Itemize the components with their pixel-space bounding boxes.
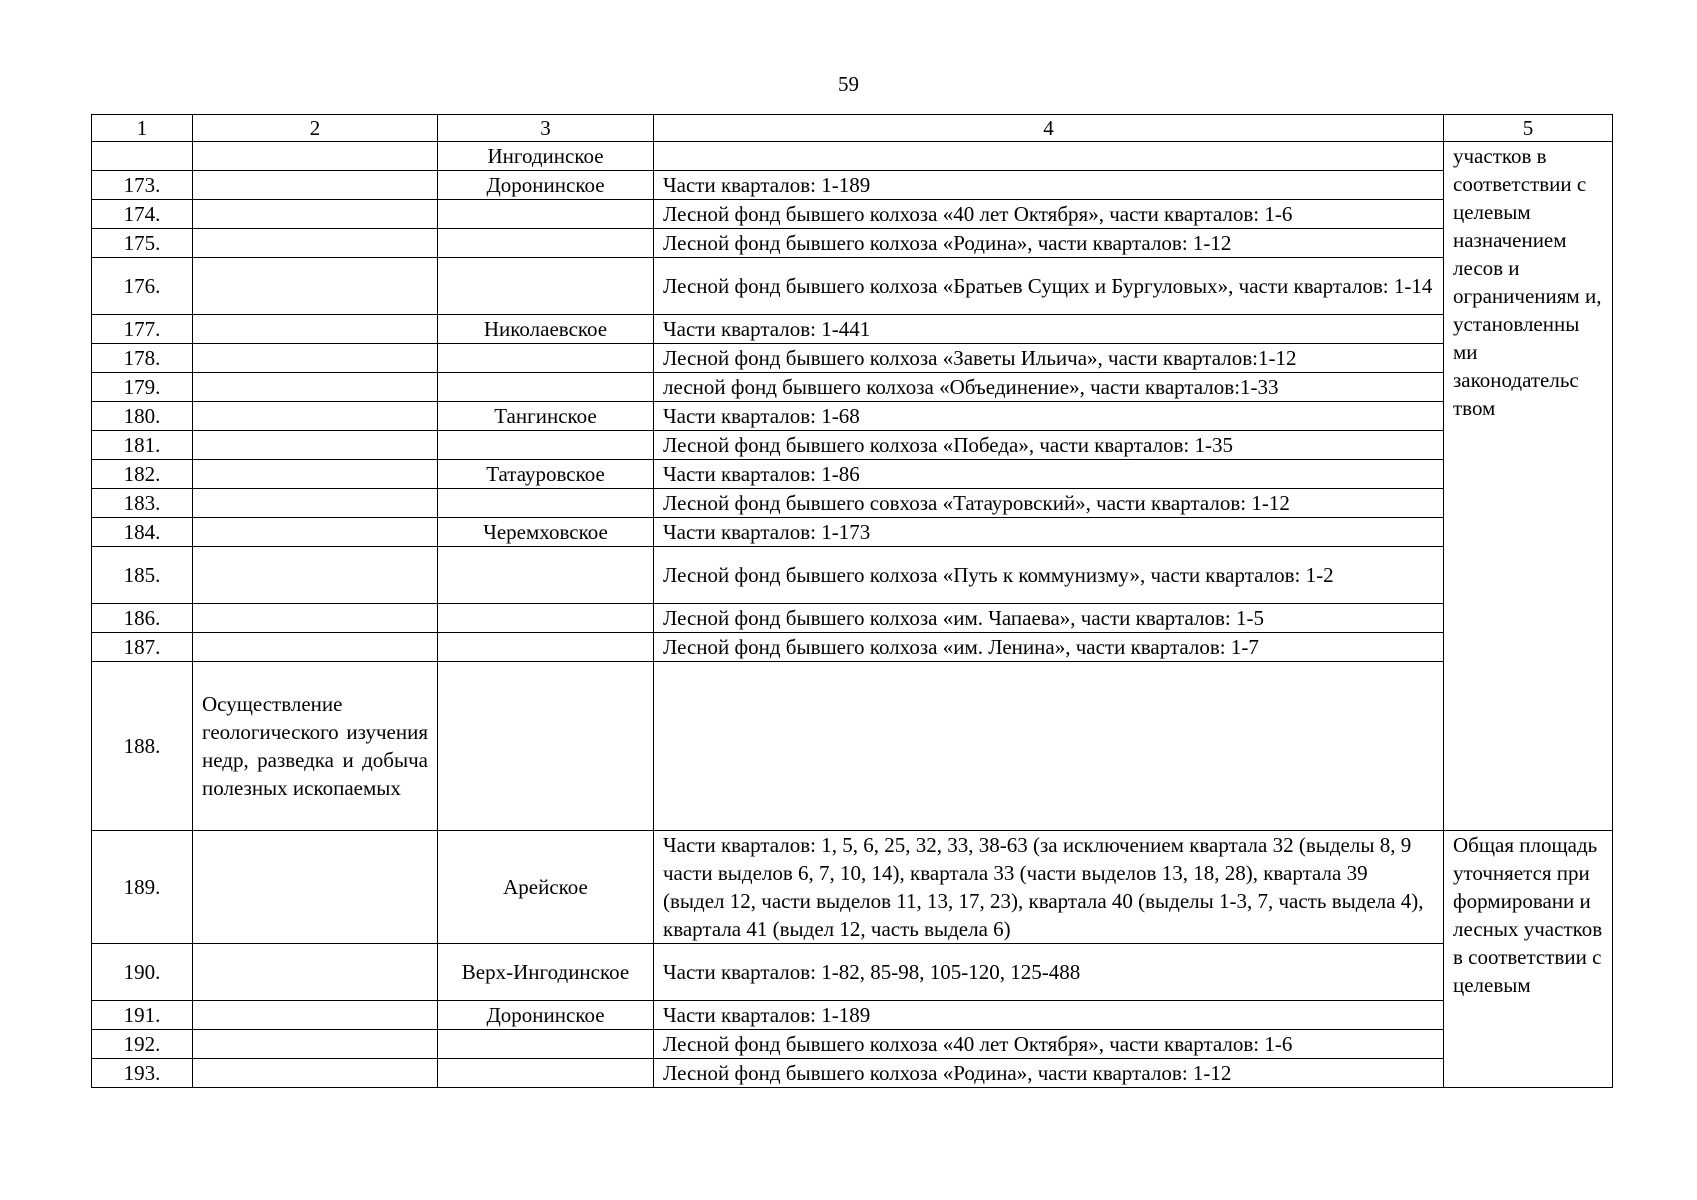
quarters-list [654,662,1444,831]
activity-type [193,402,438,431]
activity-type [193,1059,438,1088]
forestry-district [438,258,654,315]
row-number: 175. [92,229,193,258]
row-number: 182. [92,460,193,489]
quarters-list: Части кварталов: 1-68 [654,402,1444,431]
activity-type: Осуществление геологического изучения недр, разведка и добыча полезных ископаемых [193,662,438,831]
table-row [92,171,1613,200]
quarters-list: Части кварталов: 1-189 [654,171,1444,200]
row-number: 178. [92,344,193,373]
table-row [92,1001,1613,1030]
table-row [92,460,1613,489]
header-col-3: 3 [438,115,654,142]
quarters-list: Лесной фонд бывшего колхоза «Путь к коммунизму», части кварталов: 1-2 [654,547,1444,604]
forestry-district [438,1030,654,1059]
table-row [92,604,1613,633]
quarters-list: Лесной фонд бывшего колхоза «Родина», части кварталов: 1-12 [654,229,1444,258]
forestry-district: Арейское [438,831,654,944]
row-number: 188. [92,662,193,831]
table-row [92,258,1613,315]
activity-type [193,258,438,315]
activity-type [193,229,438,258]
forestry-district [438,431,654,460]
forestry-district [438,1059,654,1088]
table-row [92,402,1613,431]
forestry-district [438,344,654,373]
activity-type [193,344,438,373]
quarters-list: Части кварталов: 1-173 [654,518,1444,547]
table-row [92,518,1613,547]
table-row [92,200,1613,229]
forestry-district [438,200,654,229]
table-row [92,831,1613,944]
activity-type [193,1001,438,1030]
quarters-list: Части кварталов: 1-86 [654,460,1444,489]
row-number: 191. [92,1001,193,1030]
quarters-list [654,142,1444,171]
quarters-list: Части кварталов: 1-189 [654,1001,1444,1030]
quarters-list: Лесной фонд бывшего колхоза «Братьев Сущих и Бургуловых», части кварталов: 1-14 [654,258,1444,315]
table-row [92,1059,1613,1088]
forestry-district [438,604,654,633]
row-number: 174. [92,200,193,229]
quarters-list: Лесной фонд бывшего колхоза «40 лет Октября», части кварталов: 1-6 [654,200,1444,229]
activity-type [193,831,438,944]
page-number: 59 [838,72,859,96]
quarters-list: Части кварталов: 1-82, 85-98, 105-120, 125-488 [654,944,1444,1001]
row-number: 183. [92,489,193,518]
table-row [92,229,1613,258]
row-number: 179. [92,373,193,402]
area-note: участков в соответствии с целевым назначением лесов и ограничениям и, установленны ми законодательс твом [1444,142,1613,831]
table-row [92,662,1613,831]
quarters-list: Лесной фонд бывшего колхоза «им. Чапаева», части кварталов: 1-5 [654,604,1444,633]
row-number: 177. [92,315,193,344]
quarters-list: Части кварталов: 1, 5, 6, 25, 32, 33, 38-63 (за исключением квартала 32 (выделы 8, 9 части выделов 6, 7, 10, 14), квартала 33 (части выделов 13, 18, 28), квартала 39 (выдел 12, части выделов 11, 13, 17, 23), квартала 40 (выделы 1-3, 7, часть выдела 4), квартала 41 (выдел 12, часть выдела 6) [654,831,1444,944]
activity-type [193,460,438,489]
quarters-list: Лесной фонд бывшего колхоза «40 лет Октября», части кварталов: 1-6 [654,1030,1444,1059]
quarters-list: Лесной фонд бывшего колхоза «Родина», части кварталов: 1-12 [654,1059,1444,1088]
row-number: 180. [92,402,193,431]
forestry-district [438,547,654,604]
row-number: 181. [92,431,193,460]
quarters-list: Лесной фонд бывшего колхоза «Победа», части кварталов: 1-35 [654,431,1444,460]
forestry-district: Черемховское [438,518,654,547]
activity-type [193,633,438,662]
table-row [92,633,1613,662]
forestry-district: Доронинское [438,1001,654,1030]
activity-type [193,431,438,460]
header-col-4: 4 [654,115,1444,142]
table-row [92,315,1613,344]
activity-type [193,373,438,402]
header-col-2: 2 [193,115,438,142]
activity-type [193,489,438,518]
table-row [92,547,1613,604]
table-row [92,1030,1613,1059]
forestry-district [438,633,654,662]
row-number [92,142,193,171]
table-row [92,489,1613,518]
quarters-list: Лесной фонд бывшего колхоза «им. Ленина», части кварталов: 1-7 [654,633,1444,662]
forestry-district: Ингодинское [438,142,654,171]
row-number: 173. [92,171,193,200]
row-number: 190. [92,944,193,1001]
row-number: 193. [92,1059,193,1088]
row-number: 186. [92,604,193,633]
table-row [92,142,1613,171]
row-number: 184. [92,518,193,547]
quarters-list: Лесной фонд бывшего совхоза «Татауровский», части кварталов: 1-12 [654,489,1444,518]
row-number: 187. [92,633,193,662]
forest-use-table [91,114,1613,1088]
activity-type [193,171,438,200]
quarters-list: Лесной фонд бывшего колхоза «Заветы Ильича», части кварталов:1-12 [654,344,1444,373]
forestry-district [438,662,654,831]
activity-type [193,944,438,1001]
header-col-1: 1 [92,115,193,142]
quarters-list: лесной фонд бывшего колхоза «Объединение», части кварталов:1-33 [654,373,1444,402]
forestry-district [438,489,654,518]
forestry-district [438,229,654,258]
row-number: 185. [92,547,193,604]
forestry-district [438,373,654,402]
row-number: 189. [92,831,193,944]
activity-type [193,547,438,604]
table-row [92,344,1613,373]
activity-type [193,142,438,171]
forestry-district: Тангинское [438,402,654,431]
table-row [92,431,1613,460]
header-col-5: 5 [1444,115,1613,142]
forestry-district: Татауровское [438,460,654,489]
row-number: 192. [92,1030,193,1059]
forestry-district: Верх-Ингодинское [438,944,654,1001]
quarters-list: Части кварталов: 1-441 [654,315,1444,344]
activity-type [193,1030,438,1059]
activity-type [193,604,438,633]
area-note: Общая площадь уточняется при формировани и лесных участков в соответствии с целевым [1444,831,1613,1088]
table-row [92,373,1613,402]
activity-type [193,518,438,547]
forestry-district: Николаевское [438,315,654,344]
table-header-row [92,115,1613,142]
activity-type [193,315,438,344]
row-number: 176. [92,258,193,315]
activity-type [193,200,438,229]
table-row [92,944,1613,1001]
forestry-district: Доронинское [438,171,654,200]
